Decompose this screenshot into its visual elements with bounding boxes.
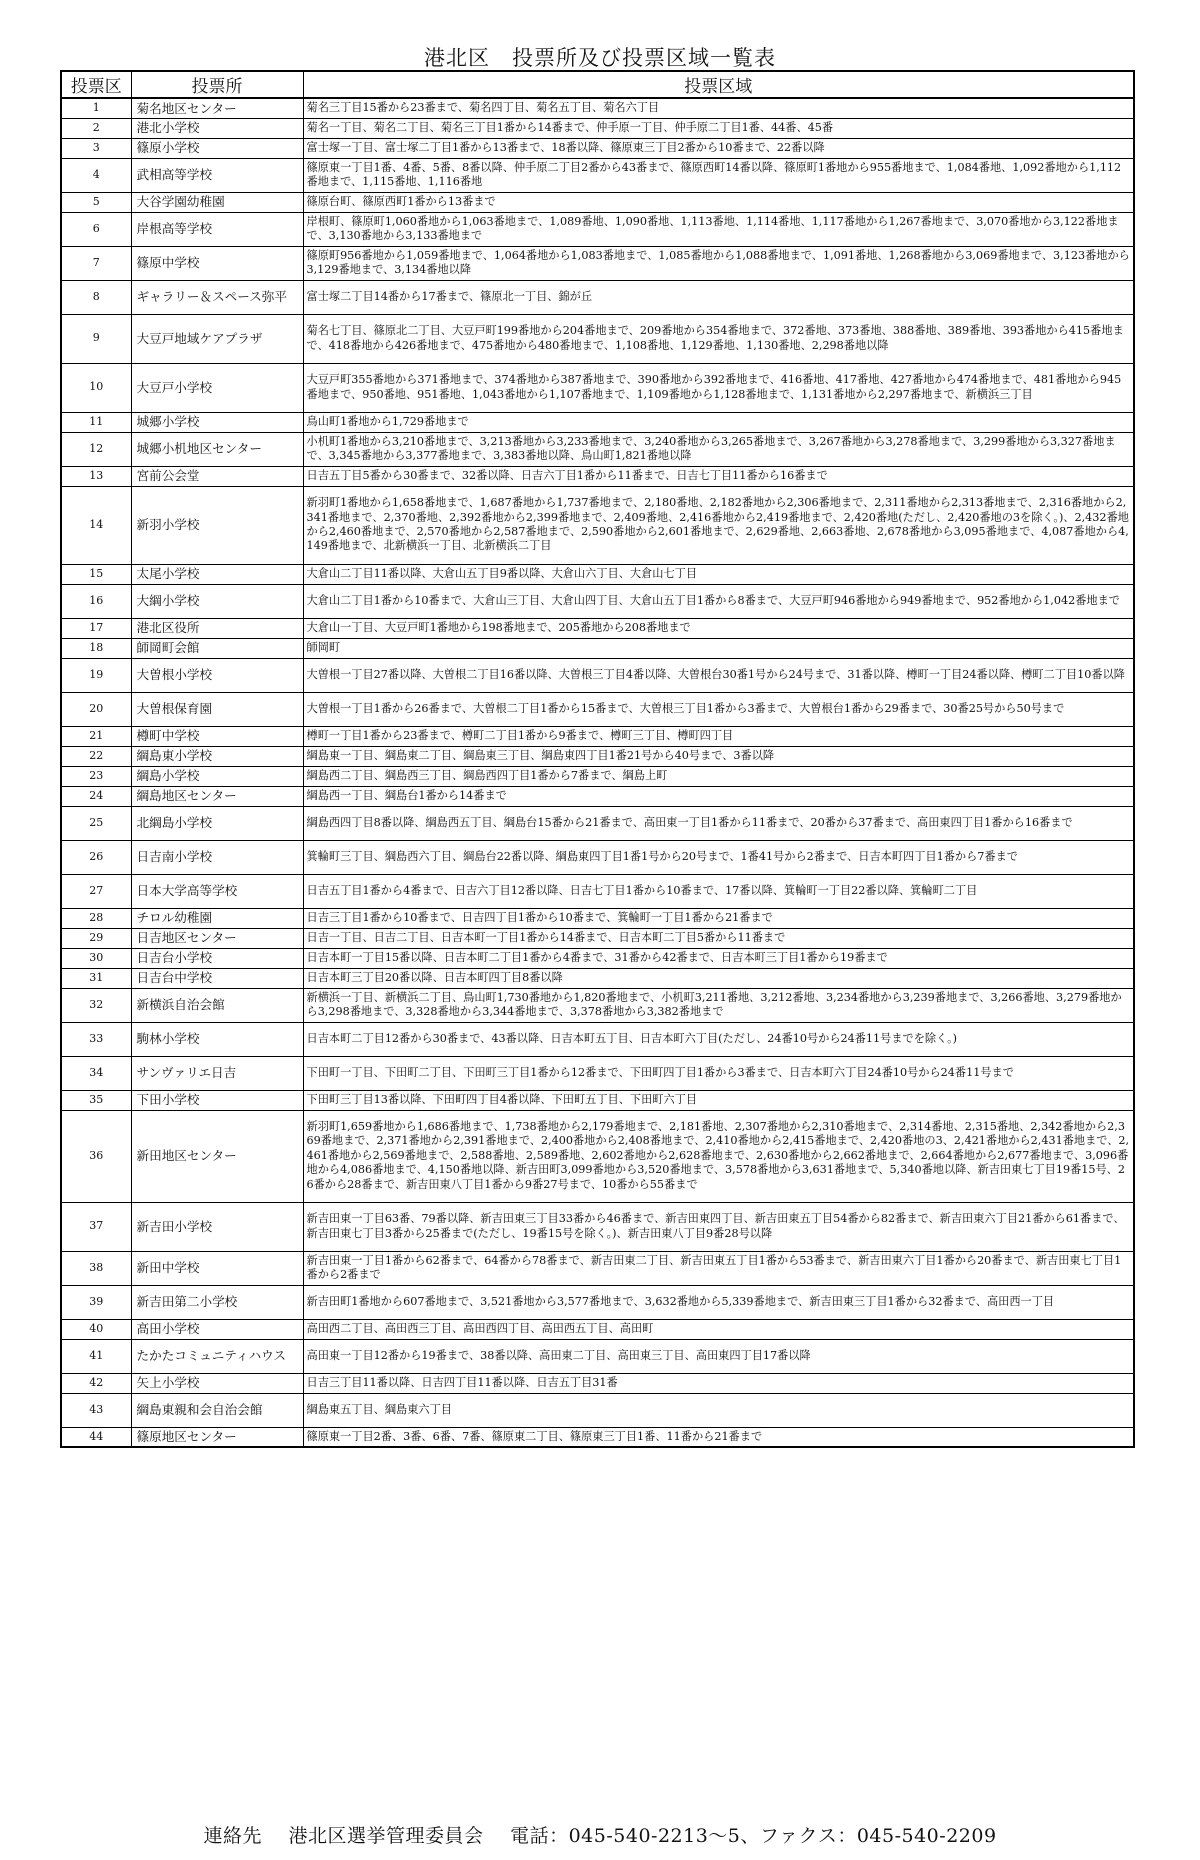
table-row (61, 363, 1134, 412)
polling-place-cell: 日吉台中学校 (131, 968, 303, 988)
district-number-cell: 27 (61, 874, 131, 908)
table-row (61, 118, 1134, 138)
polling-place-cell: 下田小学校 (131, 1090, 303, 1110)
polling-place-cell: 城郷小机地区センター (131, 432, 303, 466)
polling-place-cell: 篠原地区センター (131, 1427, 303, 1447)
polling-place-cell: 樽町中学校 (131, 726, 303, 746)
voting-area-cell: 新吉田町1番地から607番地まで、3,521番地から3,577番地まで、3,632番地から5,339番地まで、新吉田東三丁目1番から32番まで、高田西一丁目 (303, 1285, 1134, 1319)
voting-area-cell: 綱島東一丁目、綱島東二丁目、綱島東三丁目、綱島東四丁目1番21号から40号まで、3番以降 (303, 746, 1134, 766)
table-row (61, 786, 1134, 806)
polling-place-cell: 新吉田第二小学校 (131, 1285, 303, 1319)
voting-area-cell: 綱島東五丁目、綱島東六丁目 (303, 1393, 1134, 1427)
table-row (61, 1339, 1134, 1373)
district-number-cell: 26 (61, 840, 131, 874)
polling-place-cell: 綱島地区センター (131, 786, 303, 806)
polling-place-cell: 新田地区センター (131, 1110, 303, 1202)
voting-area-cell: 日吉三丁目11番以降、日吉四丁目11番以降、日吉五丁目31番 (303, 1373, 1134, 1393)
contact-phone-fax: 電話：045-540-2213～5、ファクス：045-540-2209 (510, 1825, 997, 1847)
polling-place-cell: ギャラリー＆スペース弥平 (131, 280, 303, 314)
polling-place-cell: 師岡町会館 (131, 638, 303, 658)
voting-area-cell: 高田西二丁目、高田西三丁目、高田西四丁目、高田西五丁目、高田町 (303, 1319, 1134, 1339)
voting-area-cell: 箕輪町三丁目、綱島西六丁目、綱島台22番以降、綱島東四丁目1番1号から20号まで、1番41号から2番まで、日吉本町四丁目1番から7番まで (303, 840, 1134, 874)
voting-area-cell: 大曽根一丁目27番以降、大曽根二丁目16番以降、大曽根三丁目4番以降、大曽根台30番1号から24号まで、31番以降、樽町一丁目24番以降、樽町二丁目10番以降 (303, 658, 1134, 692)
voting-area-cell: 下田町一丁目、下田町二丁目、下田町三丁目1番から12番まで、下田町四丁目1番から3番まで、日吉本町六丁目24番10号から24番11号まで (303, 1056, 1134, 1090)
header-voting-area: 投票区域 (303, 71, 1134, 98)
district-number-cell: 23 (61, 766, 131, 786)
table-row (61, 1427, 1134, 1447)
voting-area-cell: 富士塚二丁目14番から17番まで、篠原北一丁目、錦が丘 (303, 280, 1134, 314)
table-row (61, 874, 1134, 908)
district-number-cell: 40 (61, 1319, 131, 1339)
voting-area-cell: 日吉本町三丁目20番以降、日吉本町四丁目8番以降 (303, 968, 1134, 988)
district-number-cell: 13 (61, 466, 131, 486)
voting-area-cell: 富士塚一丁目、富士塚二丁目1番から13番まで、18番以降、篠原東三丁目2番から10番まで、22番以降 (303, 138, 1134, 158)
polling-place-cell: 日本大学高等学校 (131, 874, 303, 908)
table-row (61, 726, 1134, 746)
district-number-cell: 38 (61, 1251, 131, 1285)
district-number-cell: 18 (61, 638, 131, 658)
district-number-cell: 6 (61, 212, 131, 246)
polling-place-cell: 篠原中学校 (131, 246, 303, 280)
voting-area-cell: 綱島西二丁目、綱島西三丁目、綱島西四丁目1番から7番まで、綱島上町 (303, 766, 1134, 786)
table-row (61, 1022, 1134, 1056)
polling-place-cell: 宮前公会堂 (131, 466, 303, 486)
contact-label: 連絡先 (203, 1825, 262, 1847)
voting-area-cell: 日吉五丁目1番から4番まで、日吉六丁目12番以降、日吉七丁目1番から10番まで、17番以降、箕輪町一丁目22番以降、箕輪町二丁目 (303, 874, 1134, 908)
district-number-cell: 31 (61, 968, 131, 988)
district-number-cell: 25 (61, 806, 131, 840)
district-number-cell: 44 (61, 1427, 131, 1447)
polling-place-cell: サンヴァリエ日吉 (131, 1056, 303, 1090)
voting-area-cell: 菊名三丁目15番から23番まで、菊名四丁目、菊名五丁目、菊名六丁目 (303, 98, 1134, 118)
table-row (61, 1373, 1134, 1393)
polling-place-cell: チロル幼稚園 (131, 908, 303, 928)
district-number-cell: 17 (61, 618, 131, 638)
contact-organization: 港北区選挙管理委員会 (288, 1825, 484, 1847)
voting-area-cell: 綱島西四丁目8番以降、綱島西五丁目、綱島台15番から21番まで、高田東一丁目1番から11番まで、20番から37番まで、高田東四丁目1番から16番まで (303, 806, 1134, 840)
voting-area-cell: 師岡町 (303, 638, 1134, 658)
table-row (61, 766, 1134, 786)
table-row (61, 432, 1134, 466)
district-number-cell: 1 (61, 98, 131, 118)
district-number-cell: 5 (61, 192, 131, 212)
polling-place-cell: 新羽小学校 (131, 486, 303, 564)
table-row (61, 486, 1134, 564)
voting-area-cell: 岸根町、篠原町1,060番地から1,063番地まで、1,089番地、1,090番地、1,113番地、1,114番地、1,117番地から1,267番地まで、3,070番地から3,122番地まで、3,130番地から3,133番地まで (303, 212, 1134, 246)
polling-place-cell: たかたコミュニティハウス (131, 1339, 303, 1373)
district-number-cell: 2 (61, 118, 131, 138)
district-number-cell: 20 (61, 692, 131, 726)
voting-area-cell: 大倉山一丁目、大豆戸町1番地から198番地まで、205番地から208番地まで (303, 618, 1134, 638)
district-number-cell: 8 (61, 280, 131, 314)
table-row (61, 466, 1134, 486)
voting-area-cell: 篠原東一丁目2番、3番、6番、7番、篠原東二丁目、篠原東三丁目1番、11番から21番まで (303, 1427, 1134, 1447)
table-row (61, 746, 1134, 766)
voting-area-cell: 大豆戸町355番地から371番地まで、374番地から387番地まで、390番地から392番地まで、416番地、417番地、427番地から474番地まで、481番地から945番地まで、950番地、951番地、1,043番地から1,107番地まで、1,109番地から1,128番地まで、1,131番地から2,297番地まで、新横浜三丁目 (303, 363, 1134, 412)
district-number-cell: 4 (61, 158, 131, 192)
voting-area-cell: 日吉三丁目1番から10番まで、日吉四丁目1番から10番まで、箕輪町一丁目1番から21番まで (303, 908, 1134, 928)
voting-area-cell: 篠原台町、篠原西町1番から13番まで (303, 192, 1134, 212)
voting-area-cell: 新横浜一丁目、新横浜二丁目、鳥山町1,730番地から1,820番地まで、小机町3,211番地、3,212番地、3,234番地から3,239番地まで、3,266番地、3,279番地から3,298番地まで、3,328番地から3,344番地まで、3,378番地から3,382番地まで (303, 988, 1134, 1022)
table-row (61, 158, 1134, 192)
polling-place-cell: 新横浜自治会館 (131, 988, 303, 1022)
polling-place-cell: 日吉南小学校 (131, 840, 303, 874)
table-row (61, 988, 1134, 1022)
polling-place-cell: 大谷学園幼稚園 (131, 192, 303, 212)
voting-area-cell: 下田町三丁目13番以降、下田町四丁目4番以降、下田町五丁目、下田町六丁目 (303, 1090, 1134, 1110)
polling-place-cell: 綱島東親和会自治会館 (131, 1393, 303, 1427)
polling-place-cell: 港北区役所 (131, 618, 303, 638)
table-row (61, 1110, 1134, 1202)
table-row (61, 212, 1134, 246)
table-row (61, 658, 1134, 692)
table-row (61, 908, 1134, 928)
header-district-number: 投票区 (61, 71, 131, 98)
district-number-cell: 21 (61, 726, 131, 746)
table-row (61, 246, 1134, 280)
district-number-cell: 35 (61, 1090, 131, 1110)
table-row (61, 840, 1134, 874)
polling-place-cell: 綱島小学校 (131, 766, 303, 786)
polling-place-cell: 北綱島小学校 (131, 806, 303, 840)
voting-area-cell: 菊名一丁目、菊名二丁目、菊名三丁目1番から14番まで、仲手原一丁目、仲手原二丁目1番、44番、45番 (303, 118, 1134, 138)
polling-place-cell: 城郷小学校 (131, 412, 303, 432)
table-row (61, 1056, 1134, 1090)
polling-station-table (60, 70, 1135, 1448)
district-number-cell: 22 (61, 746, 131, 766)
district-number-cell: 28 (61, 908, 131, 928)
district-number-cell: 37 (61, 1202, 131, 1251)
polling-place-cell: 新吉田小学校 (131, 1202, 303, 1251)
district-number-cell: 11 (61, 412, 131, 432)
district-number-cell: 42 (61, 1373, 131, 1393)
table-body (61, 98, 1134, 1447)
polling-place-cell: 大豆戸地域ケアプラザ (131, 314, 303, 363)
table-row (61, 692, 1134, 726)
table-row (61, 968, 1134, 988)
table-row (61, 280, 1134, 314)
voting-area-cell: 日吉五丁目5番から30番まで、32番以降、日吉六丁目1番から11番まで、日吉七丁目11番から16番まで (303, 466, 1134, 486)
voting-area-cell: 大曽根一丁目1番から26番まで、大曽根二丁目1番から15番まで、大曽根三丁目1番から3番まで、大曽根台1番から29番まで、30番25号から50号まで (303, 692, 1134, 726)
voting-area-cell: 鳥山町1番地から1,729番地まで (303, 412, 1134, 432)
header-polling-place: 投票所 (131, 71, 303, 98)
table-header-row (61, 71, 1134, 98)
polling-place-cell: 大曽根保育園 (131, 692, 303, 726)
voting-area-cell: 新羽町1,659番地から1,686番地まで、1,738番地から2,179番地まで、2,181番地、2,307番地から2,310番地まで、2,314番地、2,315番地、2,342番地から2,369番地まで、2,371番地から2,391番地まで、2,400番地から2,408番地まで、2,410番地から2,415番地まで、2,420番地の3、2,421番地から2,431番地まで、2,461番地から2,569番地まで、2,588番地、2,589番地、2,602番地から2,628番地まで、2,630番地から2,662番地まで、2,664番地から2,677番地まで、3,096番地から4,086番地まで、4,150番地以降、新吉田町3,099番地から3,520番地まで、3,578番地から3,631番地まで、5,340番地以降、新吉田東七丁目19番15号、26番から28番まで、新吉田東八丁目1番から9番27号まで、10番から55番まで (303, 1110, 1134, 1202)
table-row (61, 806, 1134, 840)
district-number-cell: 7 (61, 246, 131, 280)
voting-area-cell: 菊名七丁目、篠原北二丁目、大豆戸町199番地から204番地まで、209番地から354番地まで、372番地、373番地、388番地、389番地、393番地から415番地まで、418番地から426番地まで、475番地から480番地まで、1,108番地、1,129番地、1,130番地、2,298番地以降 (303, 314, 1134, 363)
district-number-cell: 43 (61, 1393, 131, 1427)
table-row (61, 192, 1134, 212)
polling-place-cell: 菊名地区センター (131, 98, 303, 118)
district-number-cell: 33 (61, 1022, 131, 1056)
voting-area-cell: 新吉田東一丁目63番、79番以降、新吉田東三丁目33番から46番まで、新吉田東四丁目、新吉田東五丁目54番から82番まで、新吉田東六丁目21番から61番まで、新吉田東七丁目3番から25番まで(ただし、19番15号を除く。)、新吉田東八丁目9番28号以降 (303, 1202, 1134, 1251)
district-number-cell: 15 (61, 564, 131, 584)
table-row (61, 948, 1134, 968)
polling-place-cell: 篠原小学校 (131, 138, 303, 158)
district-number-cell: 36 (61, 1110, 131, 1202)
table-row (61, 584, 1134, 618)
voting-area-cell: 篠原町956番地から1,059番地まで、1,064番地から1,083番地まで、1,085番地から1,088番地まで、1,091番地、1,268番地から3,069番地まで、3,123番地から3,129番地まで、3,134番地以降 (303, 246, 1134, 280)
table-row (61, 618, 1134, 638)
voting-area-cell: 小机町1番地から3,210番地まで、3,213番地から3,233番地まで、3,240番地から3,265番地まで、3,267番地から3,278番地まで、3,299番地から3,327番地まで、3,345番地から3,377番地まで、3,383番地以降、鳥山町1,821番地以降 (303, 432, 1134, 466)
polling-place-cell: 港北小学校 (131, 118, 303, 138)
table-row (61, 1251, 1134, 1285)
district-number-cell: 3 (61, 138, 131, 158)
table-row (61, 138, 1134, 158)
polling-place-cell: 太尾小学校 (131, 564, 303, 584)
table-row (61, 1393, 1134, 1427)
contact-footer (0, 1821, 1200, 1848)
voting-area-cell: 日吉本町一丁目15番以降、日吉本町二丁目1番から4番まで、31番から42番まで、日吉本町三丁目1番から19番まで (303, 948, 1134, 968)
polling-place-cell: 日吉台小学校 (131, 948, 303, 968)
district-number-cell: 10 (61, 363, 131, 412)
polling-place-cell: 日吉地区センター (131, 928, 303, 948)
district-number-cell: 9 (61, 314, 131, 363)
voting-area-cell: 新吉田東一丁目1番から62番まで、64番から78番まで、新吉田東二丁目、新吉田東五丁目1番から53番まで、新吉田東六丁目1番から20番まで、新吉田東七丁目1番から2番まで (303, 1251, 1134, 1285)
voting-area-cell: 大倉山二丁目1番から10番まで、大倉山三丁目、大倉山四丁目、大倉山五丁目1番から8番まで、大豆戸町946番地から949番地まで、952番地から1,042番地まで (303, 584, 1134, 618)
polling-place-cell: 駒林小学校 (131, 1022, 303, 1056)
district-number-cell: 29 (61, 928, 131, 948)
table-row (61, 564, 1134, 584)
polling-place-cell: 矢上小学校 (131, 1373, 303, 1393)
voting-area-cell: 日吉一丁目、日吉二丁目、日吉本町一丁目1番から14番まで、日吉本町二丁目5番から11番まで (303, 928, 1134, 948)
voting-area-cell: 綱島西一丁目、綱島台1番から14番まで (303, 786, 1134, 806)
table-row (61, 412, 1134, 432)
polling-place-cell: 新田中学校 (131, 1251, 303, 1285)
voting-area-cell: 新羽町1番地から1,658番地まで、1,687番地から1,737番地まで、2,180番地、2,182番地から2,306番地まで、2,311番地から2,313番地まで、2,316番地から2,341番地まで、2,370番地、2,392番地から2,399番地まで、2,409番地、2,416番地から2,419番地まで、2,420番地(ただし、2,420番地の3を除く。)、2,432番地から2,460番地まで、2,570番地から2,587番地まで、2,590番地から2,601番地まで、2,629番地、2,663番地、2,678番地から3,095番地まで、4,087番地から4,149番地まで、北新横浜一丁目、北新横浜二丁目 (303, 486, 1134, 564)
polling-place-cell: 大曽根小学校 (131, 658, 303, 692)
polling-place-cell: 大豆戸小学校 (131, 363, 303, 412)
voting-area-cell: 篠原東一丁目1番、4番、5番、8番以降、仲手原二丁目2番から43番まで、篠原西町14番以降、篠原町1番地から955番地まで、1,084番地、1,092番地から1,112番地まで、1,115番地、1,116番地 (303, 158, 1134, 192)
district-number-cell: 24 (61, 786, 131, 806)
district-number-cell: 16 (61, 584, 131, 618)
table-row (61, 928, 1134, 948)
district-number-cell: 34 (61, 1056, 131, 1090)
polling-place-cell: 綱島東小学校 (131, 746, 303, 766)
voting-area-cell: 大倉山二丁目11番以降、大倉山五丁目9番以降、大倉山六丁目、大倉山七丁目 (303, 564, 1134, 584)
polling-place-cell: 岸根高等学校 (131, 212, 303, 246)
table-row (61, 638, 1134, 658)
table-row (61, 1319, 1134, 1339)
table-row (61, 1202, 1134, 1251)
district-number-cell: 14 (61, 486, 131, 564)
polling-place-cell: 高田小学校 (131, 1319, 303, 1339)
district-number-cell: 39 (61, 1285, 131, 1319)
district-number-cell: 30 (61, 948, 131, 968)
district-number-cell: 12 (61, 432, 131, 466)
table-row (61, 1090, 1134, 1110)
voting-area-cell: 日吉本町二丁目12番から30番まで、43番以降、日吉本町五丁目、日吉本町六丁目(ただし、24番10号から24番11号までを除く。) (303, 1022, 1134, 1056)
district-number-cell: 19 (61, 658, 131, 692)
voting-area-cell: 高田東一丁目12番から19番まで、38番以降、高田東二丁目、高田東三丁目、高田東四丁目17番以降 (303, 1339, 1134, 1373)
polling-place-cell: 武相高等学校 (131, 158, 303, 192)
district-number-cell: 41 (61, 1339, 131, 1373)
table-row (61, 98, 1134, 118)
polling-place-cell: 大綱小学校 (131, 584, 303, 618)
table-row (61, 1285, 1134, 1319)
district-number-cell: 32 (61, 988, 131, 1022)
voting-area-cell: 樽町一丁目1番から23番まで、樽町二丁目1番から9番まで、樽町三丁目、樽町四丁目 (303, 726, 1134, 746)
table-row (61, 314, 1134, 363)
page-title: 港北区 投票所及び投票区域一覧表 (424, 46, 776, 70)
